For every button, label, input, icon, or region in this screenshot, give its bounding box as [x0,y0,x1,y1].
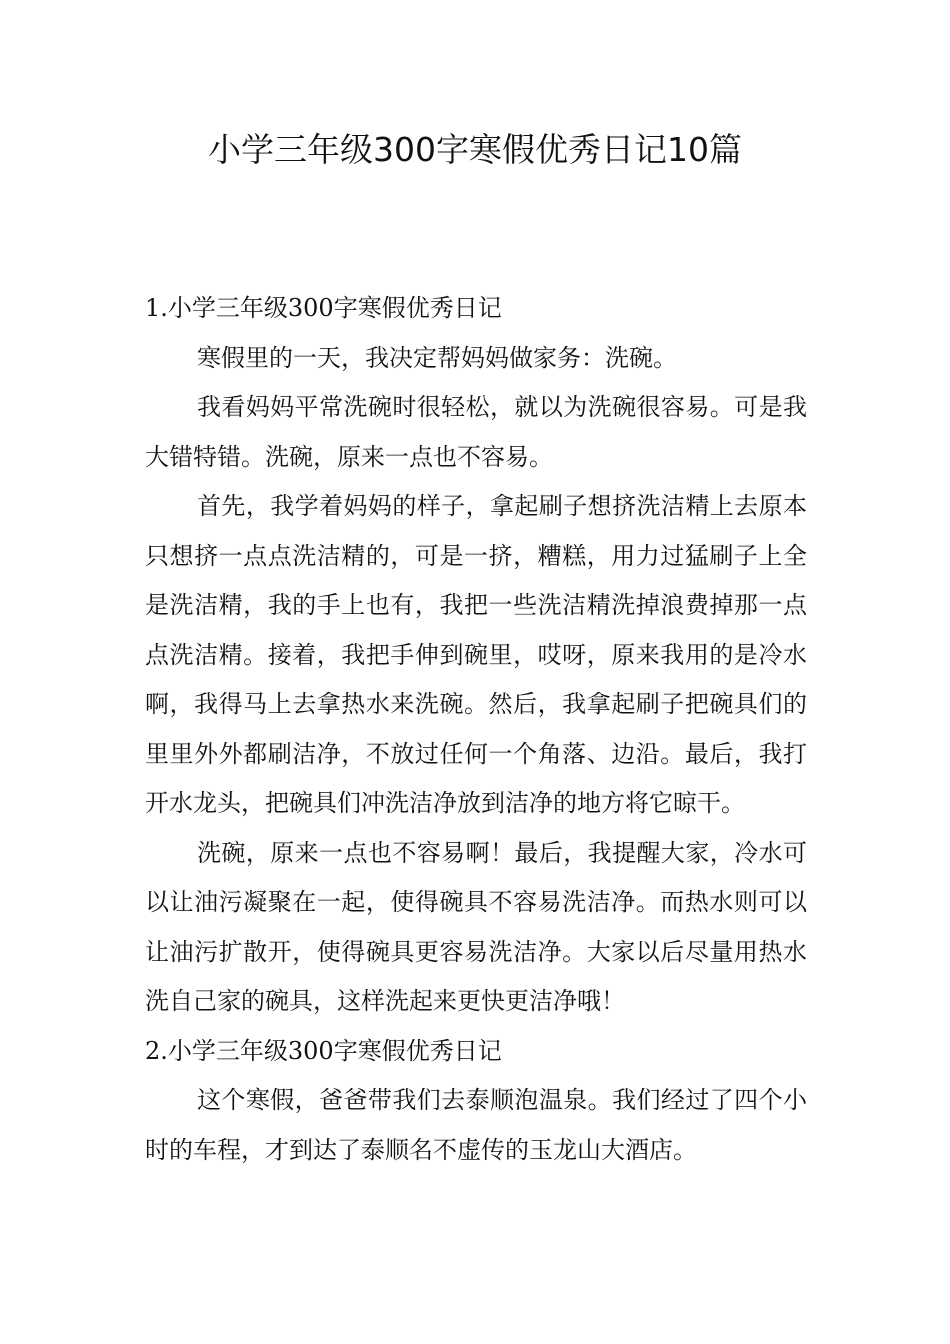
diary-section-2 [145,1027,807,1176]
section-heading: 1.小学三年级300字寒假优秀日记 [145,294,502,322]
paragraph: 我看妈妈平常洗碗时很轻松，就以为洗碗很容易。可是我大错特错。洗碗，原来一点也不容易。 [145,393,807,471]
document-title: 小学三年级300字寒假优秀日记10篇 [208,130,742,169]
paragraph: 这个寒假，爸爸带我们去泰顺泡温泉。我们经过了四个小时的车程，才到达了泰顺名不虚传的玉龙山大酒店。 [145,1086,807,1164]
paragraph: 首先，我学着妈妈的样子，拿起刷子想挤洗洁精上去原本只想挤一点点洗洁精的，可是一挤，糟糕，用力过猛刷子上全是洗洁精，我的手上也有，我把一些洗洁精洗掉浪费掉那一点点洗洁精。接着，我把手伸到碗里，哎呀，原来我用的是冷水啊，我得马上去拿热水来洗碗。然后，我拿起刷子把碗具们的里里外外都刷洁净，不放过任何一个角落、边沿。最后，我打开水龙头，把碗具们冲洗洁净放到洁净的地方将它晾干。 [145,492,807,817]
paragraph: 寒假里的一天，我决定帮妈妈做家务：洗碗。 [197,343,677,372]
document-body [145,284,807,1175]
paragraph: 洗碗，原来一点也不容易啊！最后，我提醒大家，冷水可以让油污凝聚在一起，使得碗具不容易洗洁净。而热水则可以让油污扩散开，使得碗具更容易洗洁净。大家以后尽量用热水洗自己家的碗具，这样洗起来更快更洁净哦！ [145,838,807,1015]
diary-section-1 [145,284,807,1027]
section-heading: 2.小学三年级300字寒假优秀日记 [145,1036,502,1065]
